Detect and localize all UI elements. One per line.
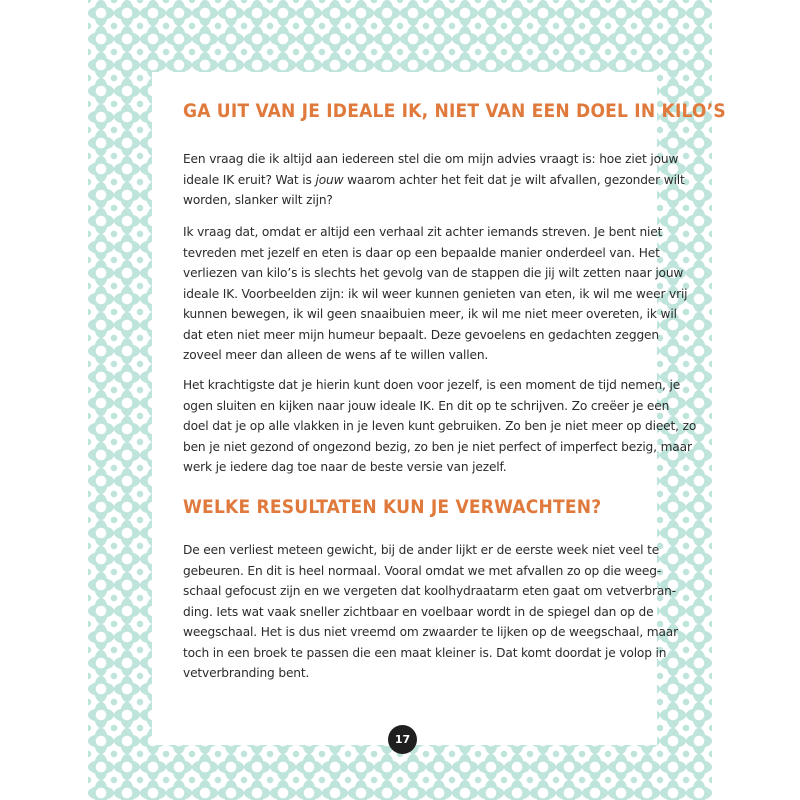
text-line: ogen sluiten en kijken naar jouw ideale IK. En dit op te schrijven. Zo creëer je een <box>183 398 670 413</box>
text-line: worden, slanker wilt zijn? <box>183 193 333 207</box>
text-line: De een verliest meteen gewicht, bij de ander lijkt er de eerste week niet veel te <box>183 543 660 557</box>
page-number-badge: 17 <box>388 725 417 754</box>
text-line: tevreden met jezelf en eten is daar op een bepaalde manier onderdeel van. Het <box>183 245 660 260</box>
text-line: schaal gefocust zijn en we vergeten dat koolhydraatarm eten gaat om vetverbran- <box>183 584 676 598</box>
text-line: verliezen van kilo’s is slechts het gevolg van de stappen die jij wilt zetten naar jouw <box>183 266 684 280</box>
text-line: doel dat je op alle vlakken in je leven kunt gebruiken. Zo ben je niet meer op dieet, zo <box>183 419 697 433</box>
section-heading: WELKE RESULTATEN KUN JE VERWACHTEN? <box>183 496 602 518</box>
text-line: ideale IK eruit? Wat is jouw waarom achter het feit dat je wilt afvallen, gezonder wilt <box>183 172 685 187</box>
text-line: ideale IK. Voorbeelden zijn: ik wil weer kunnen genieten van eten, ik wil me weer vrij <box>183 286 688 301</box>
text-line: dat eten niet meer mijn humeur bepaalt. Deze gevoelens en gedachten zeggen <box>183 327 659 342</box>
text-line: Ik vraag dat, omdat er altijd een verhaal zit achter iemands streven. Je bent niet <box>183 225 663 239</box>
text-line: Het krachtigste dat je hierin kunt doen voor jezelf, is een moment de tijd nemen, je <box>183 378 681 392</box>
section-heading: GA UIT VAN JE IDEALE IK, NIET VAN EEN DOEL IN KILO’S <box>183 100 726 122</box>
body-paragraph <box>183 222 688 366</box>
text-line: kunnen bewegen, ik wil geen snaaibuien meer, ik wil me niet meer overeten, ik wil <box>183 307 677 321</box>
text-line: weegschaal. Het is dus niet vreemd om zwaarder te lijken op de weegschaal, maar <box>183 625 678 639</box>
text-line: gebeuren. En dit is heel normaal. Vooral omdat we met afvallen zo op die weeg- <box>183 563 662 578</box>
text-line: Een vraag die ik altijd aan iedereen stel die om mijn advies vraagt is: hoe ziet jouw <box>183 152 679 166</box>
text-line: werk je iedere dag toe naar de beste versie van jezelf. <box>183 460 507 474</box>
body-paragraph <box>183 375 697 478</box>
text-line: zoveel meer dan alleen de wens af te willen vallen. <box>183 348 489 362</box>
text-line: vetverbranding bent. <box>183 666 310 680</box>
text-line: toch in een broek te passen die een maat kleiner is. Dat komt doordat je volop in <box>183 645 667 660</box>
text-line: ding. Iets wat vaak sneller zichtbaar en voelbaar wordt in de spiegel dan op de <box>183 604 654 619</box>
text-line: ben je niet gezond of ongezond bezig, zo ben je niet perfect of imperfect bezig, maar <box>183 439 692 454</box>
body-paragraph <box>183 149 685 211</box>
body-paragraph <box>183 540 678 684</box>
